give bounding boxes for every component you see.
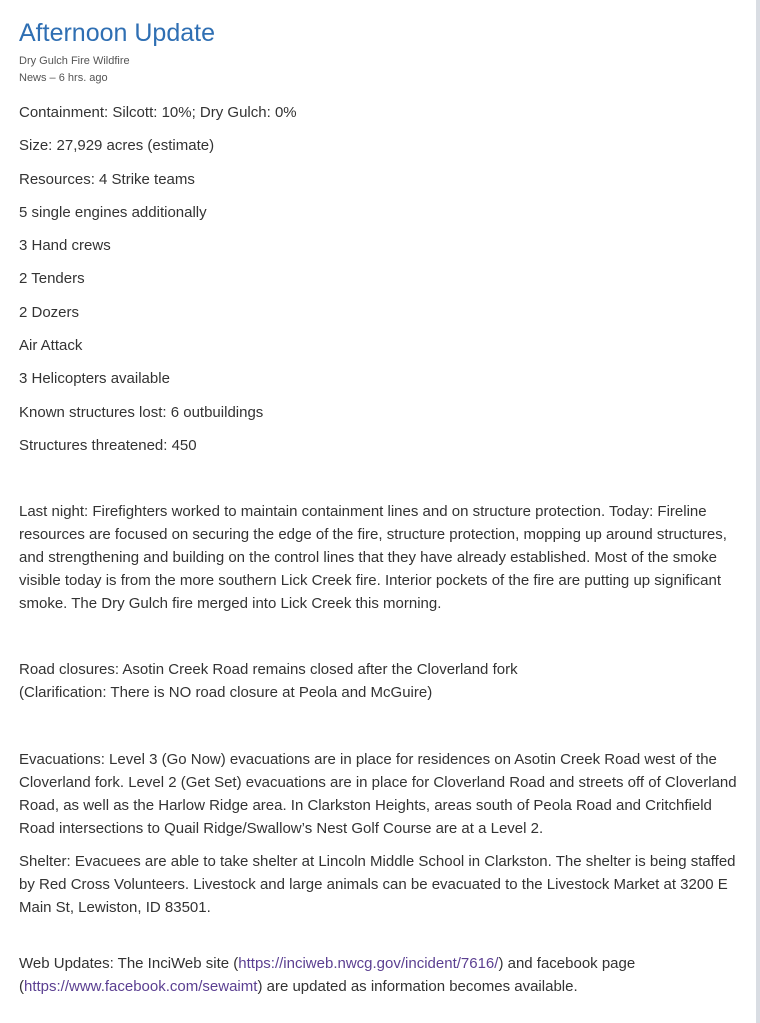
fact-containment: Containment: Silcott: 10%; Dry Gulch: 0% xyxy=(19,104,297,121)
fact-single-engines: 5 single engines additionally xyxy=(19,203,207,221)
fact-tenders: 2 Tenders xyxy=(19,270,85,288)
road-closures-paragraph xyxy=(19,658,739,704)
text-line xyxy=(19,952,739,975)
text-line: Cloverland fork. Level 2 (Get Set) evacuations are in place for Cloverland Road and streets off of Cloverland xyxy=(19,774,737,791)
facebook-link[interactable]: https://www.facebook.com/sewaimt xyxy=(24,978,258,995)
inciweb-link[interactable]: https://inciweb.nwcg.gov/incident/7616/ xyxy=(238,955,499,972)
article-title: Afternoon Update xyxy=(19,19,215,47)
fact-dozers: 2 Dozers xyxy=(19,303,80,321)
fact-hand-crews: 3 Hand crews xyxy=(19,237,111,255)
text-line: Road intersections to Quail Ridge/Swallow’s Nest Golf Course are at a Level 2. xyxy=(19,820,544,837)
text-line: Main St, Lewiston, ID 83501. xyxy=(19,899,211,916)
web-updates-suffix: ) and facebook page xyxy=(498,955,636,972)
web-updates-paragraph xyxy=(19,952,739,998)
web-updates-paren: ( xyxy=(19,978,24,995)
text-line xyxy=(19,975,739,998)
shelter-paragraph xyxy=(19,850,739,919)
fact-resources: Resources: 4 Strike teams xyxy=(19,170,195,188)
text-line: Road, as well as the Harlow Ridge area. In Clarkston Heights, areas south of Peola Road and Critchfield xyxy=(19,797,712,814)
evacuations-paragraph xyxy=(19,748,739,840)
fact-structures-lost: Known structures lost: 6 outbuildings xyxy=(19,403,264,421)
article-meta: News – 6 hrs. ago xyxy=(19,72,108,84)
facts-list xyxy=(19,102,297,468)
text-line: Shelter: Evacuees are able to take shelter at Lincoln Middle School in Clarkston. The shelter is being staffed xyxy=(19,853,736,870)
text-line: resources are focused on securing the edge of the fire, structure protection, mopping up around structures, xyxy=(19,526,727,543)
fact-structures-threatened: Structures threatened: 450 xyxy=(19,436,197,454)
page-right-border xyxy=(756,0,760,1023)
text-line: smoke. The Dry Gulch fire merged into Lick Creek this morning. xyxy=(19,595,442,612)
text-line: and strengthening and building on the control lines that they have already established. Most of the smoke xyxy=(19,549,717,566)
text-line: visible today is from the more southern Lick Creek fire. Interior pockets of the fire are putting up significant xyxy=(19,572,721,589)
fact-helicopters: 3 Helicopters available xyxy=(19,370,170,388)
article-source: Dry Gulch Fire Wildfire xyxy=(19,55,130,67)
web-updates-prefix: Web Updates: The InciWeb site ( xyxy=(19,955,239,972)
operations-paragraph xyxy=(19,500,739,615)
fact-size: Size: 27,929 acres (estimate) xyxy=(19,137,215,155)
text-line: (Clarification: There is NO road closure at Peola and McGuire) xyxy=(19,684,433,701)
web-updates-tail: ) are updated as information becomes available. xyxy=(257,978,578,995)
text-line: Last night: Firefighters worked to maintain containment lines and on structure protection. Today: Fireline xyxy=(19,503,707,520)
text-line: Road closures: Asotin Creek Road remains closed after the Cloverland fork xyxy=(19,661,518,678)
text-line: Evacuations: Level 3 (Go Now) evacuations are in place for residences on Asotin Creek Road west of the xyxy=(19,751,717,768)
text-line: by Red Cross Volunteers. Livestock and large animals can be evacuated to the Livestock Market at 3200 E xyxy=(19,876,728,893)
fact-air-attack: Air Attack xyxy=(19,337,83,355)
